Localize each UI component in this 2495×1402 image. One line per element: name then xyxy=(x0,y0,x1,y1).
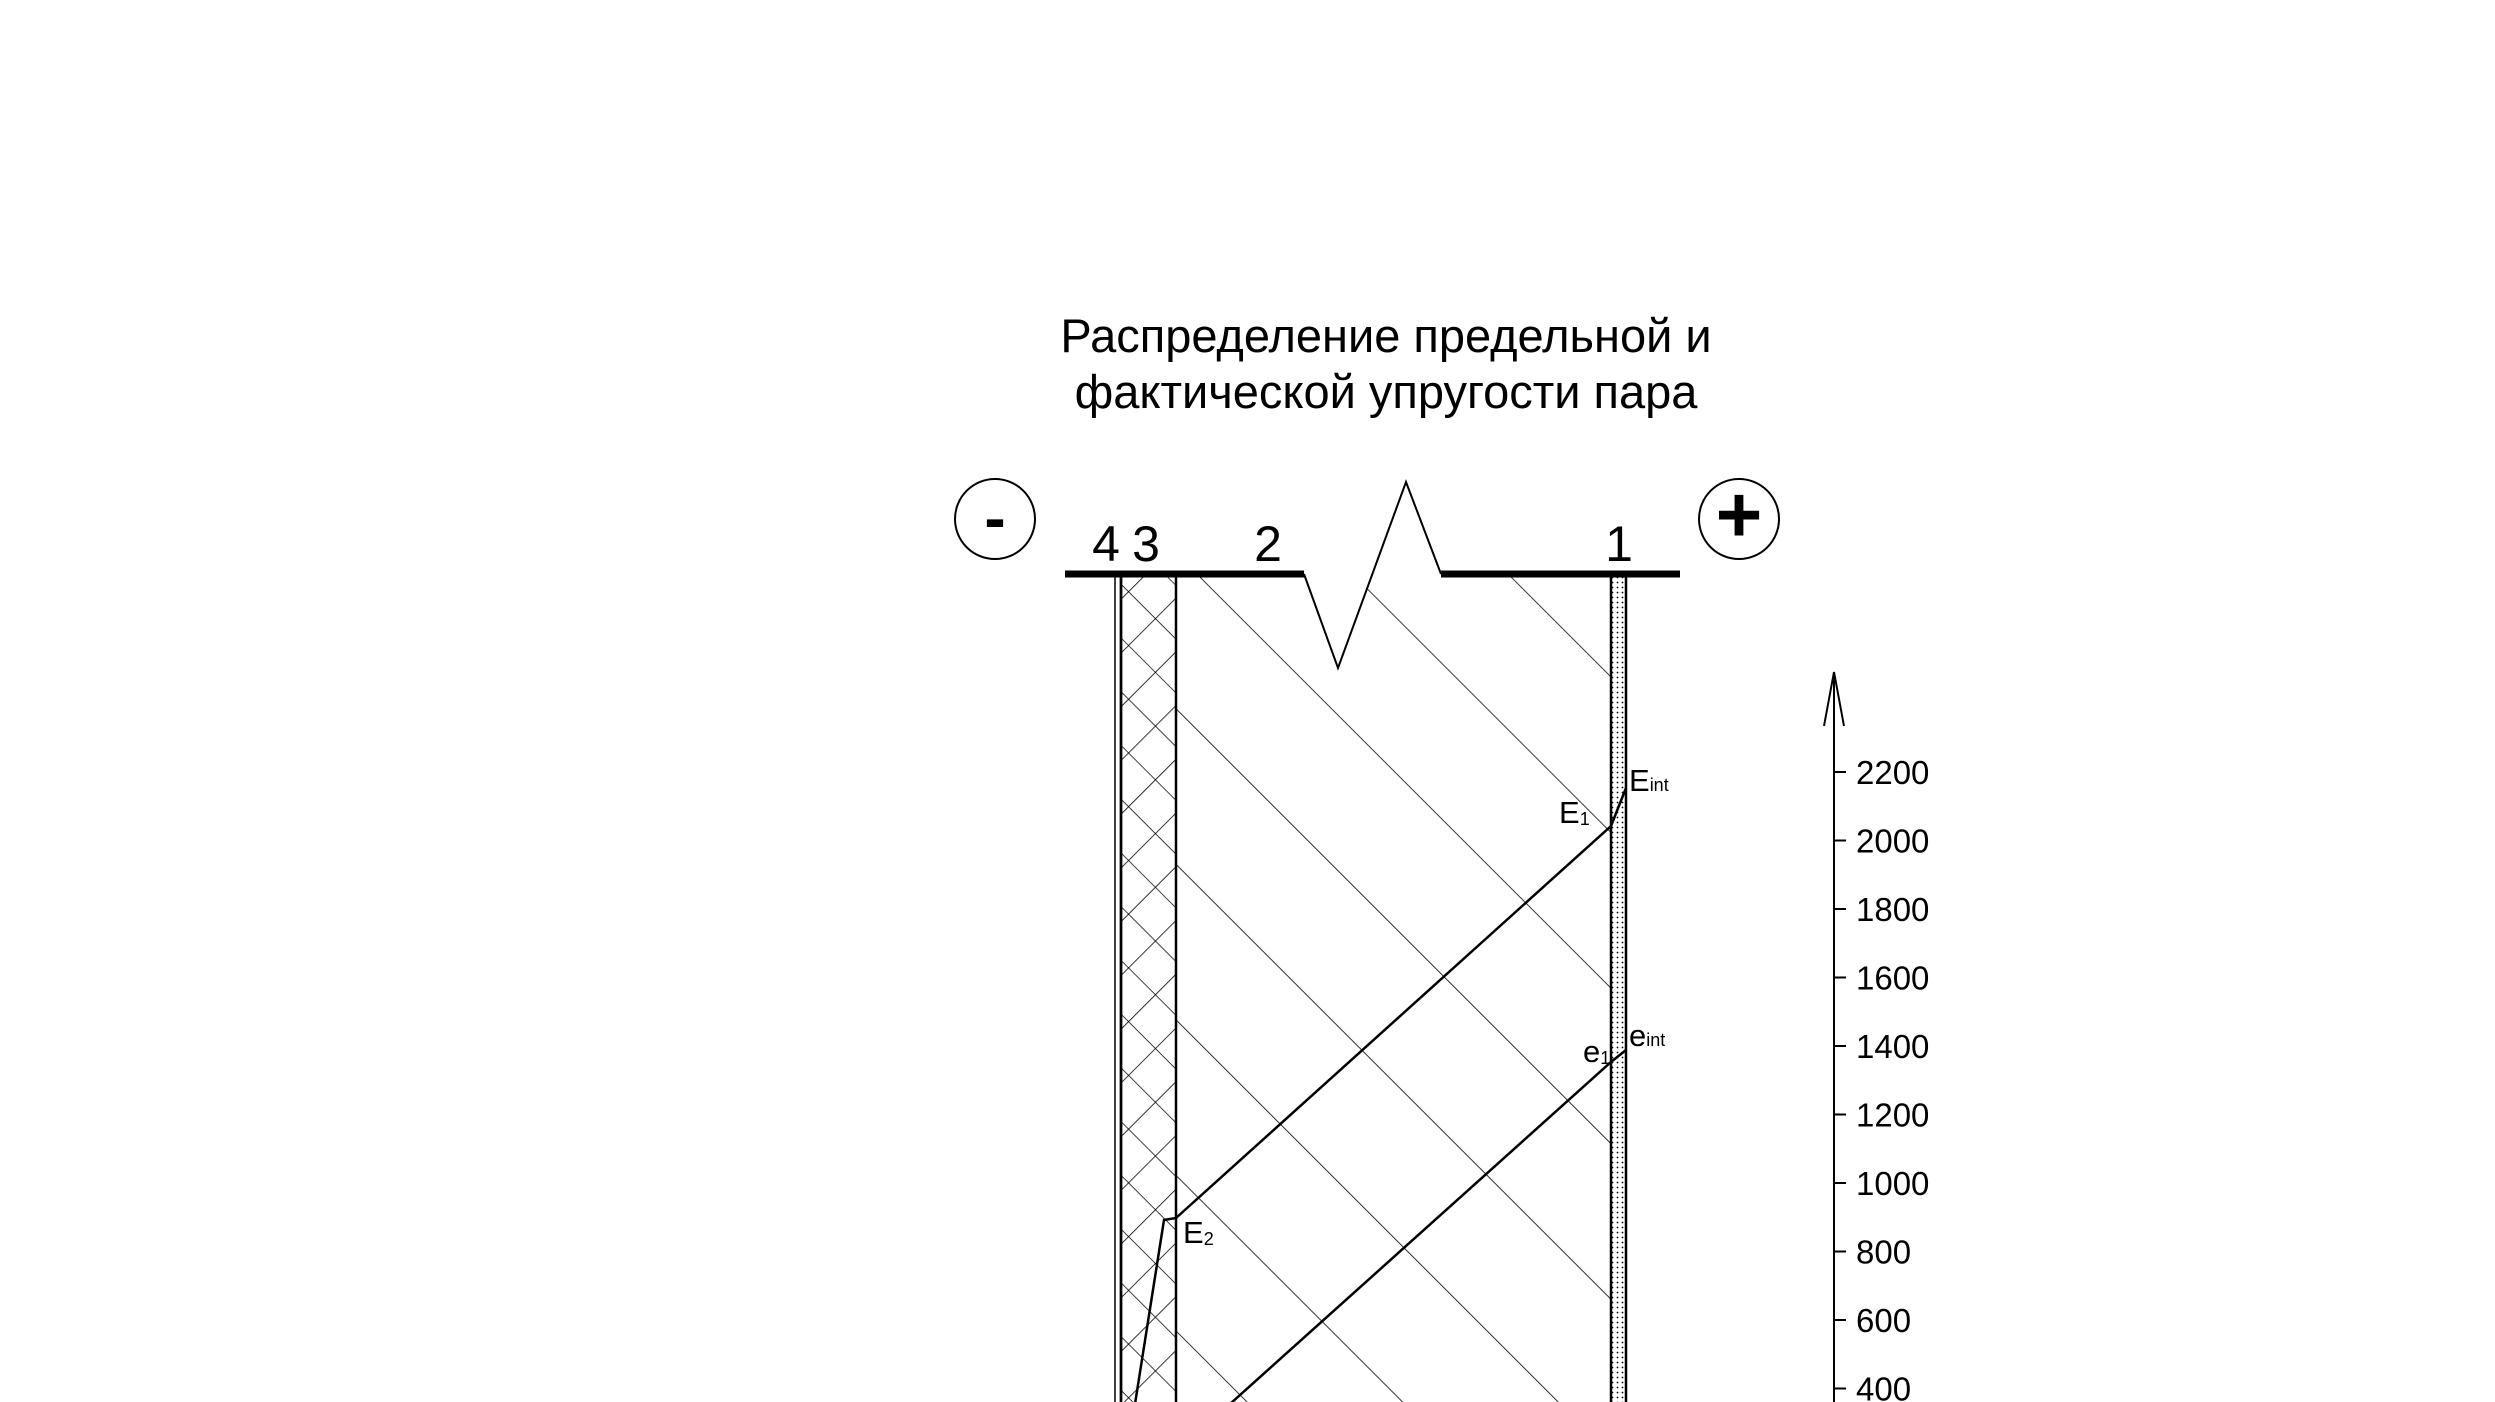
scale-tick-label: 1600 xyxy=(1856,959,1930,997)
outside-sign xyxy=(955,479,1035,559)
layer-3-insulation xyxy=(1121,574,1176,1402)
scale-tick-label: 2000 xyxy=(1856,822,1930,860)
scale-tick-label: 400 xyxy=(1856,1370,1912,1402)
scale-tick-label: 600 xyxy=(1856,1302,1912,1339)
outside-sign-label: - xyxy=(984,482,1006,554)
scale-tick-label: 1800 xyxy=(1856,891,1930,928)
inside-sign xyxy=(1699,470,1779,559)
layer-1-plaster xyxy=(1611,574,1626,1402)
label-e-1: e1 xyxy=(1583,1034,1611,1069)
diagram-title-line2: фактической упругости пара xyxy=(1074,365,1698,418)
inside-sign-label: + xyxy=(1715,470,1763,559)
scale-tick-label: 1200 xyxy=(1856,1096,1930,1134)
label-E-int: Eint xyxy=(1629,763,1669,798)
label-E-2: E2 xyxy=(1183,1215,1214,1250)
label-E-1: E1 xyxy=(1559,795,1590,830)
label-e-int: eint xyxy=(1629,1018,1666,1053)
layer-number-1: 1 xyxy=(1605,516,1633,572)
diagram-title-line1: Распределение предельной и xyxy=(1060,309,1712,362)
layer-number-4: 4 xyxy=(1092,516,1120,572)
scale-tick-label: 800 xyxy=(1856,1233,1912,1271)
scale-tick-label: 1400 xyxy=(1856,1028,1930,1065)
scale-tick-label: 1000 xyxy=(1856,1165,1930,1202)
scale-tick-label: 2200 xyxy=(1856,754,1930,791)
pressure-scale xyxy=(1824,672,1929,1402)
layer-number-2: 2 xyxy=(1254,516,1282,572)
layer-2-masonry xyxy=(1176,574,1611,1402)
layer-number-3: 3 xyxy=(1132,516,1160,572)
